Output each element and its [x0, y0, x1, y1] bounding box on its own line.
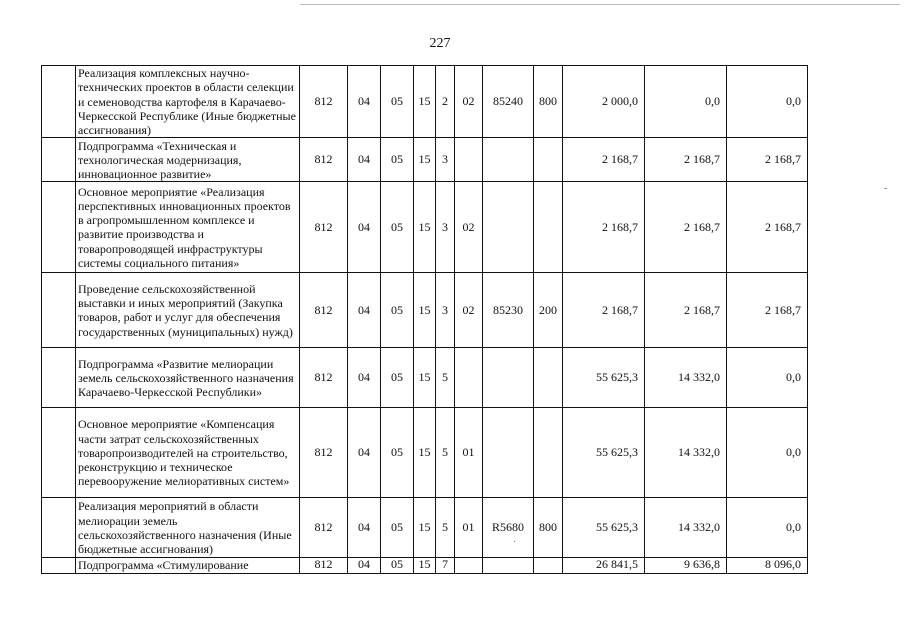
code-program: 15 — [414, 138, 436, 182]
table-row — [42, 558, 808, 573]
code-event: 02 — [455, 273, 483, 348]
code-subprogram: 2 — [436, 66, 455, 138]
code-program: 15 — [414, 558, 436, 573]
code-expense-type — [534, 138, 563, 182]
amount-year-2: 14 332,0 — [645, 498, 727, 558]
code-subsection: 05 — [381, 66, 414, 138]
row-name: Подпрограмма «Стимулирование — [76, 558, 300, 573]
amount-year-1: 55 625,3 — [563, 348, 645, 408]
row-index-cell — [42, 66, 76, 138]
code-event: 01 — [455, 498, 483, 558]
row-index-cell — [42, 273, 76, 348]
row-name: Реализация комплексных научно-технических проектов в области селекции и семеноводства картофеля в Карачаево-Черкесской Республике (Иные бюджетные ассигнования) — [76, 66, 300, 138]
code-ministry: 812 — [300, 182, 348, 273]
code-section: 04 — [348, 138, 381, 182]
row-index-cell — [42, 498, 76, 558]
code-subprogram: 5 — [436, 348, 455, 408]
table-row — [42, 138, 808, 182]
amount-year-2: 2 168,7 — [645, 273, 727, 348]
code-expense-type: 200 — [534, 273, 563, 348]
code-program: 15 — [414, 498, 436, 558]
code-expense-type — [534, 558, 563, 573]
amount-year-2: 9 636,8 — [645, 558, 727, 573]
code-ministry: 812 — [300, 558, 348, 573]
code-subsection: 05 — [381, 138, 414, 182]
code-direction — [483, 138, 534, 182]
amount-year-1: 55 625,3 — [563, 408, 645, 498]
code-section: 04 — [348, 498, 381, 558]
code-subsection: 05 — [381, 182, 414, 273]
code-direction: R5680 — [483, 498, 534, 558]
code-program: 15 — [414, 348, 436, 408]
table-row — [42, 498, 808, 558]
code-section: 04 — [348, 182, 381, 273]
code-subprogram: 5 — [436, 408, 455, 498]
amount-year-1: 26 841,5 — [563, 558, 645, 573]
code-subsection: 05 — [381, 408, 414, 498]
code-ministry: 812 — [300, 273, 348, 348]
table-row — [42, 408, 808, 498]
amount-year-1: 2 168,7 — [563, 182, 645, 273]
row-index-cell — [42, 348, 76, 408]
row-name: Проведение сельскохозяйственной выставки и иных мероприятий (Закупка товаров, работ и услуг для обеспечения государственных (муниципальных) нужд) — [76, 273, 300, 348]
table-row — [42, 273, 808, 348]
code-ministry: 812 — [300, 66, 348, 138]
page-number: 227 — [429, 36, 451, 51]
code-ministry: 812 — [300, 408, 348, 498]
table-row — [42, 348, 808, 408]
code-event — [455, 138, 483, 182]
code-direction — [483, 348, 534, 408]
amount-year-2: 2 168,7 — [645, 182, 727, 273]
row-name: Реализация мероприятий в области мелиорации земель сельскохозяйственного назначения (Иные бюджетные ассигнования) — [76, 498, 300, 558]
code-section: 04 — [348, 348, 381, 408]
table-row — [42, 182, 808, 273]
code-event: 01 — [455, 408, 483, 498]
row-name: Основное мероприятие «Компенсация части затрат сельскохозяйственных товаропроизводителей на строительство, реконструкцию и техническое перевооружение мелиоративных систем» — [76, 408, 300, 498]
code-subsection: 05 — [381, 498, 414, 558]
header-rule — [300, 4, 900, 5]
code-expense-type — [534, 408, 563, 498]
code-direction: 85230 — [483, 273, 534, 348]
code-subprogram: 5 — [436, 498, 455, 558]
code-direction: 85240 — [483, 66, 534, 138]
amount-year-2: 14 332,0 — [645, 348, 727, 408]
code-program: 15 — [414, 66, 436, 138]
code-section: 04 — [348, 66, 381, 138]
amount-year-2: 14 332,0 — [645, 408, 727, 498]
code-subsection: 05 — [381, 558, 414, 573]
budget-table — [41, 65, 808, 574]
code-direction — [483, 558, 534, 573]
amount-year-3: 2 168,7 — [727, 273, 808, 348]
code-section: 04 — [348, 558, 381, 573]
amount-year-3: 0,0 — [727, 408, 808, 498]
amount-year-1: 2 000,0 — [563, 66, 645, 138]
scan-mark: · — [513, 537, 517, 548]
amount-year-3: 0,0 — [727, 66, 808, 138]
amount-year-3: 2 168,7 — [727, 182, 808, 273]
code-event: 02 — [455, 182, 483, 273]
code-expense-type: 800 — [534, 66, 563, 138]
code-program: 15 — [414, 273, 436, 348]
code-program: 15 — [414, 182, 436, 273]
amount-year-1: 55 625,3 — [563, 498, 645, 558]
row-index-cell — [42, 558, 76, 573]
code-event: 02 — [455, 66, 483, 138]
code-expense-type — [534, 182, 563, 273]
row-index-cell — [42, 138, 76, 182]
code-subprogram: 3 — [436, 273, 455, 348]
code-section: 04 — [348, 273, 381, 348]
code-subprogram: 3 — [436, 138, 455, 182]
row-index-cell — [42, 408, 76, 498]
code-program: 15 — [414, 408, 436, 498]
code-ministry: 812 — [300, 348, 348, 408]
scan-mark: - — [884, 183, 888, 194]
row-index-cell — [42, 182, 76, 273]
code-direction — [483, 408, 534, 498]
table-row — [42, 66, 808, 138]
amount-year-3: 2 168,7 — [727, 138, 808, 182]
code-expense-type — [534, 348, 563, 408]
code-subsection: 05 — [381, 348, 414, 408]
code-expense-type: 800 — [534, 498, 563, 558]
amount-year-3: 8 096,0 — [727, 558, 808, 573]
code-direction — [483, 182, 534, 273]
code-event — [455, 558, 483, 573]
code-subprogram: 7 — [436, 558, 455, 573]
amount-year-1: 2 168,7 — [563, 273, 645, 348]
code-event — [455, 348, 483, 408]
code-ministry: 812 — [300, 498, 348, 558]
amount-year-2: 2 168,7 — [645, 138, 727, 182]
row-name: Основное мероприятие «Реализация перспективных инновационных проектов в агропромышленном комплексе и развитие производства и товаропроводящей инфраструктуры системы социального питания» — [76, 182, 300, 273]
amount-year-2: 0,0 — [645, 66, 727, 138]
amount-year-3: 0,0 — [727, 498, 808, 558]
code-subprogram: 3 — [436, 182, 455, 273]
code-subsection: 05 — [381, 273, 414, 348]
code-ministry: 812 — [300, 138, 348, 182]
row-name: Подпрограмма «Техническая и технологическая модернизация, инновационное развитие» — [76, 138, 300, 182]
row-name: Подпрограмма «Развитие мелиорации земель сельскохозяйственного назначения Карачаево-Черкесской Республики» — [76, 348, 300, 408]
code-section: 04 — [348, 408, 381, 498]
amount-year-3: 0,0 — [727, 348, 808, 408]
amount-year-1: 2 168,7 — [563, 138, 645, 182]
